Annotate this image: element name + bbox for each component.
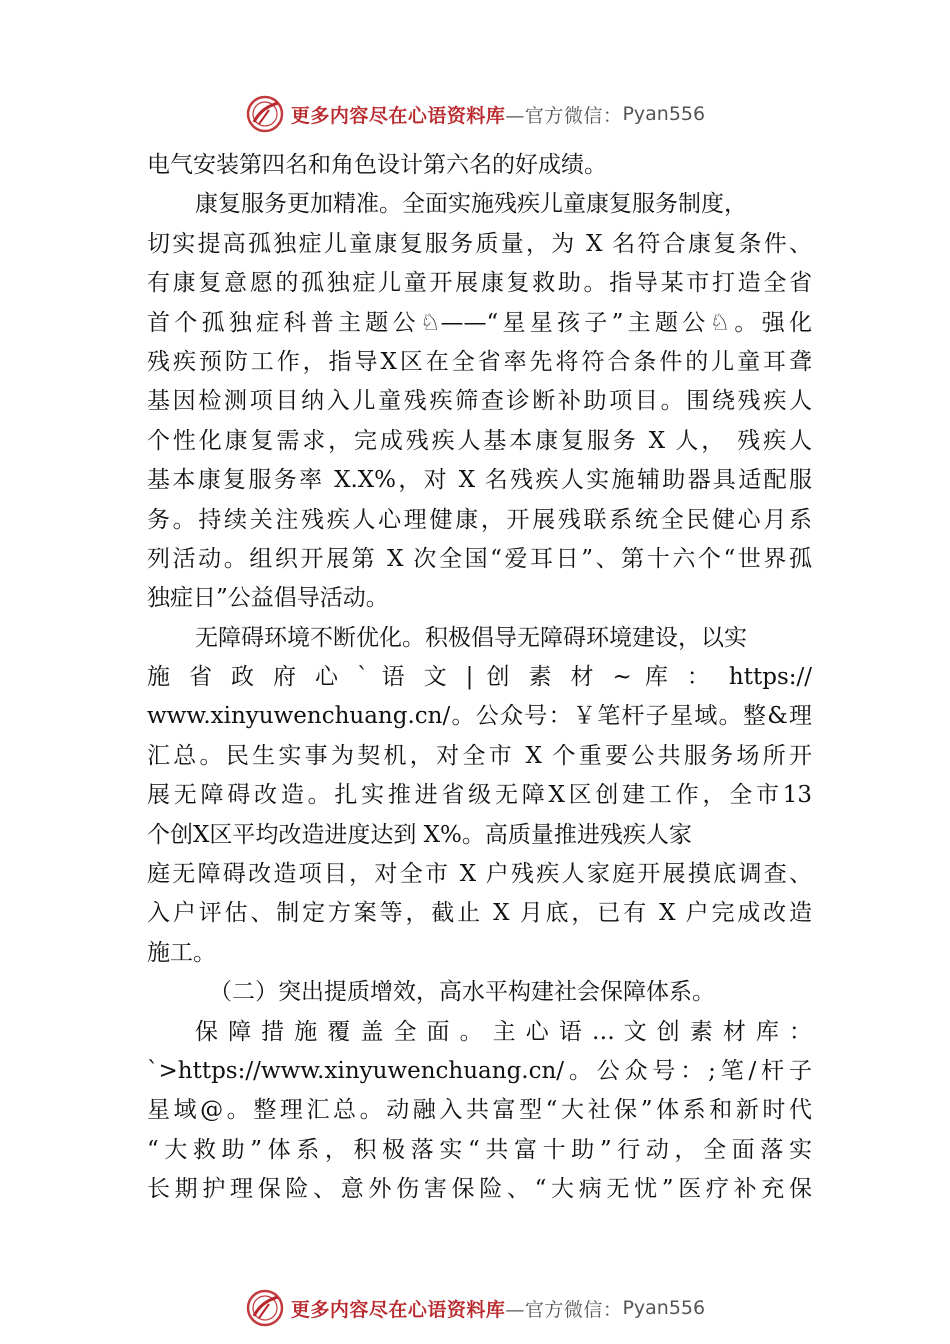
text-line: 庭无障碍改造项目，对全市 X 户残疾人家庭开展摸底调查、 xyxy=(147,861,812,888)
text-line: 展无障碍改造。扎实推进省级无障X区创建工作，全市13 xyxy=(147,782,812,809)
footer-wechat-label: —官方微信： xyxy=(505,1298,623,1321)
text-line: 有康复意愿的孤独症儿童开展康复救助。指导某市打造全省 xyxy=(147,270,812,297)
text-line: `>https://www.xinyuwenchuang.cn/。公众号：;笔/杆子 xyxy=(147,1057,812,1084)
header-site-name: 更多内容尽在心语资料库 xyxy=(290,104,506,127)
text-line: 康复服务更加精准。全面实施残疾儿童康复服务制度， xyxy=(195,191,747,218)
seal-logo-icon xyxy=(245,94,285,134)
text-line: “大救助”体系，积极落实“共富十助”行动，全面落实 xyxy=(147,1136,812,1163)
header-banner xyxy=(0,92,950,136)
section-heading: （二）突出提质增效，高水平构建社会保障体系。 xyxy=(209,979,715,1006)
text-line: 星域@。整理汇总。动融入共富型“大社保”体系和新时代 xyxy=(147,1097,812,1124)
text-line: 列活动。组织开展第 X 次全国“爱耳日”、第十六个“世界孤 xyxy=(147,545,812,572)
footer-banner xyxy=(0,1286,950,1330)
header-wechat-id: Pyan556 xyxy=(622,103,706,125)
header-wechat-label: —官方微信： xyxy=(505,104,623,127)
text-line: 汇总。民生实事为契机，对全市 X 个重要公共服务场所开 xyxy=(147,742,812,769)
text-line: 施 省 政 府 心 ` 语 文 | 创 素 材 ~ 库 ： https:// xyxy=(147,664,812,691)
text-line: 基本康复服务率 X.X%，对 X 名残疾人实施辅助器具适配服 xyxy=(147,467,812,494)
text-line: 切实提高孤独症儿童康复服务质量，为 X 名符合康复条件、 xyxy=(147,230,812,257)
text-line: 个创X区平均改造进度达到 X%。高质量推进残疾人家 xyxy=(147,821,692,848)
footer-wechat-id: Pyan556 xyxy=(622,1297,706,1319)
text-line: 首个孤独症科普主题公♘——“星星孩子”主题公♘。强化 xyxy=(147,309,812,336)
text-line: 无障碍环境不断优化。积极倡导无障碍环境建设，以实 xyxy=(195,624,747,651)
text-line: 入户评估、制定方案等，截止 X 月底，已有 X 户完成改造 xyxy=(147,900,812,927)
seal-logo-icon xyxy=(245,1288,285,1328)
text-line: 施工。 xyxy=(147,939,216,966)
text-line: 长期护理保险、意外伤害保险、“大病无忧”医疗补充保 xyxy=(147,1176,812,1203)
text-line: 独症日”公益倡导活动。 xyxy=(147,585,389,612)
text-line: 电气安装第四名和角色设计第六名的好成绩。 xyxy=(147,152,607,178)
text-line: 个性化康复需求，完成残疾人基本康复服务 X 人， 残疾人 xyxy=(147,427,812,454)
footer-site-name: 更多内容尽在心语资料库 xyxy=(290,1298,506,1321)
document-body xyxy=(147,146,812,1210)
text-line: 残疾预防工作，指导X区在全省率先将符合条件的儿童耳聋 xyxy=(147,348,812,375)
text-line: 基因检测项目纳入儿童残疾筛查诊断补助项目。围绕残疾人 xyxy=(147,388,812,415)
text-line: www.xinyuwenchuang.cn/。公众号：￥笔杆子星域。整&理 xyxy=(147,703,812,730)
text-line: 保 障 措 施 覆 盖 全 面 。 主 心 语 … 文 创 素 材 库 ： xyxy=(195,1018,812,1045)
text-line: 务。持续关注残疾人心理健康，开展残联系统全民健心月系 xyxy=(147,506,812,533)
